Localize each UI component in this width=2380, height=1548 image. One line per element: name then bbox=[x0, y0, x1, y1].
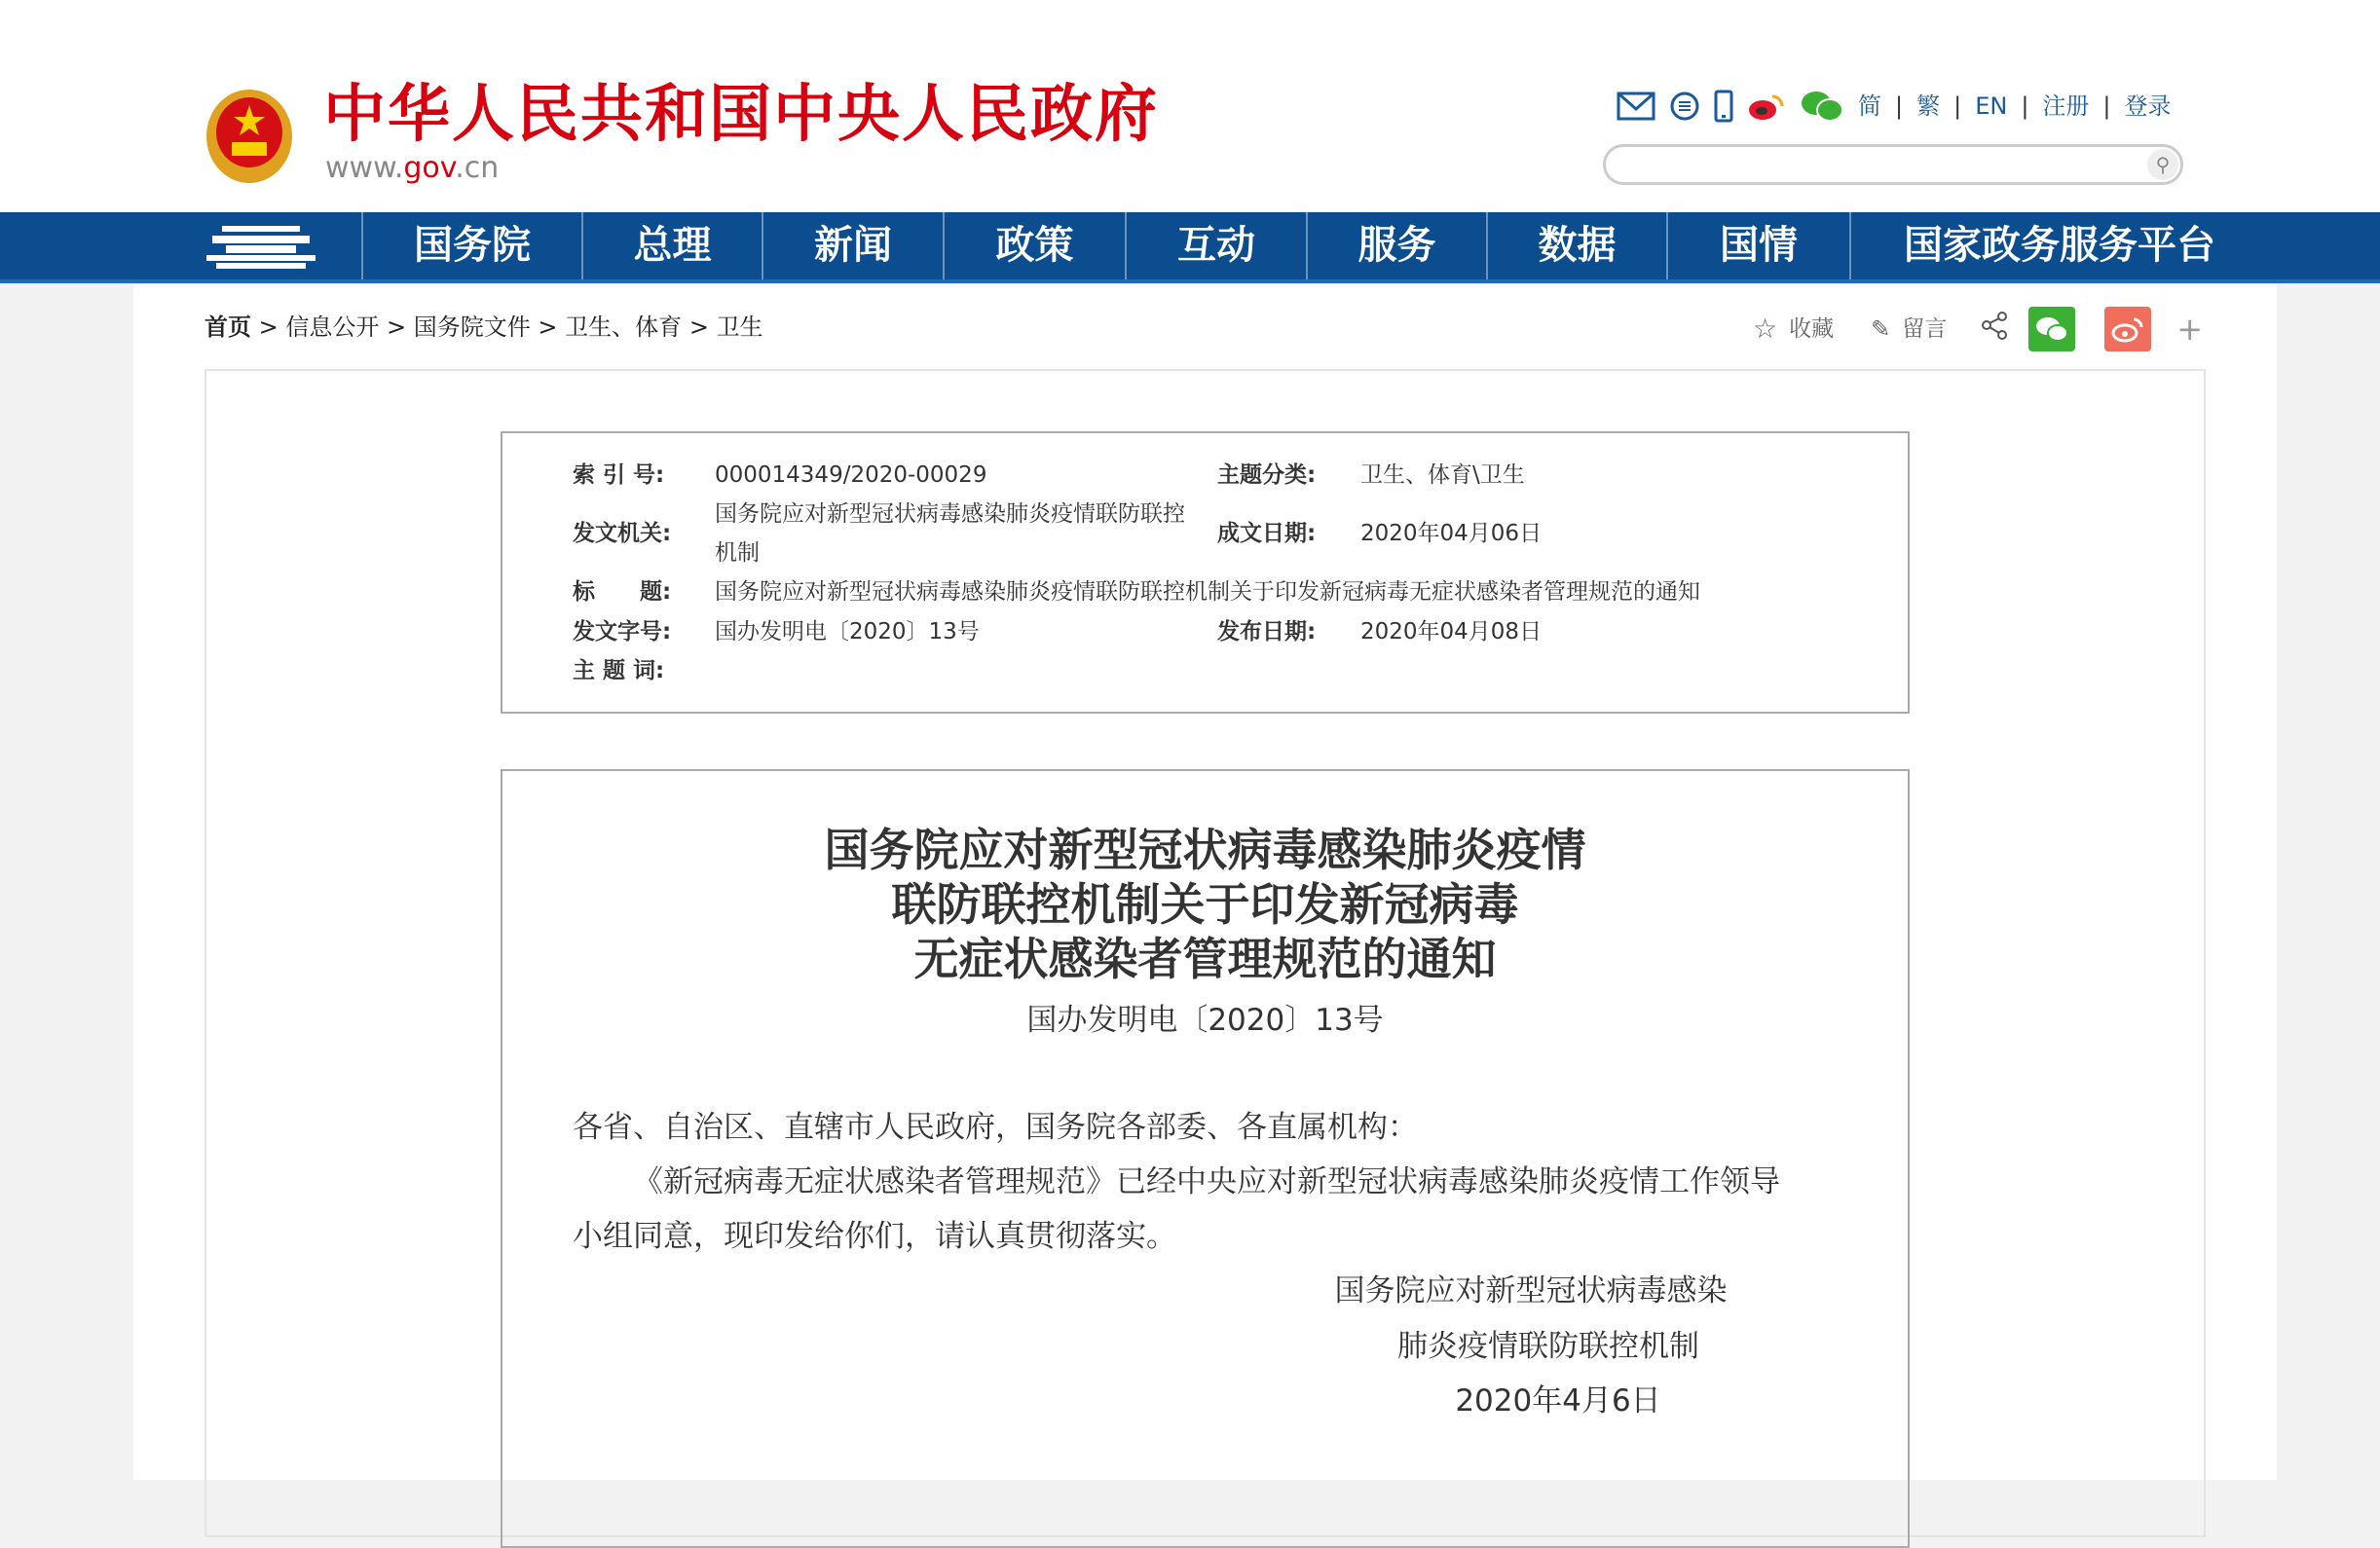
category-label: 主题分类: bbox=[1217, 462, 1317, 488]
site-title[interactable]: 中华人民共和国中央人民政府 bbox=[323, 79, 1159, 151]
star-icon[interactable]: ☆ bbox=[1753, 313, 1778, 345]
title-label: 标 题: bbox=[573, 579, 672, 605]
title-value: 国务院应对新型冠状病毒感染肺炎疫情联防联控机制关于印发新冠病毒无症状感染者管理规范的通知 bbox=[715, 579, 1700, 605]
breadcrumb-sep: > bbox=[538, 313, 558, 341]
doc-number-value: 国办发明电〔2020〕13号 bbox=[715, 619, 980, 645]
nav-item-news[interactable]: 新闻 bbox=[762, 212, 943, 279]
signature-line-2: 肺炎疫情联防联控机制 bbox=[1397, 1329, 1699, 1364]
breadcrumb-sep: > bbox=[258, 313, 279, 341]
issuer-label: 发文机关: bbox=[573, 521, 672, 546]
lang-english-link[interactable]: EN bbox=[1975, 92, 2008, 120]
wechat-icon[interactable] bbox=[1800, 90, 1844, 123]
url-prefix: www. bbox=[325, 151, 404, 185]
breadcrumb-health[interactable]: 卫生 bbox=[716, 313, 763, 341]
doc-number-label: 发文字号: bbox=[573, 619, 672, 645]
lang-traditional-link[interactable]: 繁 bbox=[1916, 92, 1941, 120]
share-toolbar bbox=[1753, 307, 2203, 351]
comment-button[interactable]: 留言 bbox=[1902, 316, 1948, 342]
nav-item-premier[interactable]: 总理 bbox=[581, 212, 762, 279]
register-link[interactable]: 注册 bbox=[2042, 92, 2090, 120]
divider: | bbox=[1895, 92, 1904, 120]
article-salutation: 各省、自治区、直辖市人民政府，国务院各部委、各直属机构： bbox=[573, 1110, 1418, 1145]
created-date-value: 2020年04月06日 bbox=[1360, 521, 1543, 546]
article-body-line-1: 《新冠病毒无症状感染者管理规范》已经中央应对新型冠状病毒感染肺炎疫情工作领导 bbox=[633, 1164, 1780, 1199]
breadcrumb-home[interactable]: 首页 bbox=[205, 313, 251, 341]
breadcrumb-info[interactable]: 信息公开 bbox=[285, 313, 380, 341]
mobile-icon[interactable] bbox=[1714, 90, 1733, 123]
divider: | bbox=[1953, 92, 1962, 120]
index-label: 索 引 号: bbox=[573, 462, 665, 488]
nav-item-services[interactable]: 服务 bbox=[1306, 212, 1486, 279]
divider: | bbox=[2021, 92, 2029, 120]
url-brand: gov bbox=[403, 151, 456, 185]
top-links bbox=[1617, 90, 2172, 123]
main-nav bbox=[0, 212, 2380, 283]
search-icon[interactable]: ⚲ bbox=[2147, 149, 2178, 180]
article-title-line-2: 联防联控机制关于印发新冠病毒 bbox=[891, 878, 1519, 931]
site-url[interactable] bbox=[325, 152, 499, 185]
nav-item-national-info[interactable]: 国情 bbox=[1666, 212, 1849, 279]
favorite-button[interactable]: 收藏 bbox=[1789, 316, 1835, 342]
breadcrumb bbox=[205, 312, 763, 343]
weibo-icon[interactable] bbox=[1747, 91, 1786, 122]
breadcrumb-health-sports[interactable]: 卫生、体育 bbox=[565, 313, 683, 341]
issuer-value-line2: 机制 bbox=[715, 540, 760, 566]
nav-home-icon[interactable] bbox=[200, 212, 322, 279]
document-info-box bbox=[501, 431, 1910, 714]
breadcrumb-sep: > bbox=[688, 313, 709, 341]
nav-item-gov-service-platform[interactable]: 国家政务服务平台 bbox=[1849, 212, 2268, 279]
keywords-label: 主 题 词: bbox=[573, 658, 665, 683]
article-title-line-1: 国务院应对新型冠状病毒感染肺炎疫情 bbox=[824, 824, 1586, 876]
login-link[interactable]: 登录 bbox=[2124, 92, 2172, 120]
search-box bbox=[1603, 144, 2183, 185]
url-suffix: .cn bbox=[455, 151, 500, 185]
nav-item-state-council[interactable]: 国务院 bbox=[361, 212, 581, 279]
mail-icon[interactable] bbox=[1617, 92, 1655, 121]
index-value: 000014349/2020-00029 bbox=[715, 462, 987, 488]
created-date-label: 成文日期: bbox=[1217, 521, 1317, 546]
nav-item-policy[interactable]: 政策 bbox=[943, 212, 1125, 279]
nav-item-data[interactable]: 数据 bbox=[1486, 212, 1666, 279]
category-value: 卫生、体育\卫生 bbox=[1360, 462, 1525, 488]
published-date-value: 2020年04月08日 bbox=[1360, 619, 1543, 645]
message-icon[interactable] bbox=[1669, 91, 1700, 122]
nav-item-interaction[interactable]: 互动 bbox=[1125, 212, 1306, 279]
article-doc-number: 国办发明电〔2020〕13号 bbox=[1026, 1003, 1384, 1038]
signature-date: 2020年4月6日 bbox=[1455, 1383, 1661, 1419]
published-date-label: 发布日期: bbox=[1217, 619, 1317, 645]
article-title-line-3: 无症状感染者管理规范的通知 bbox=[913, 933, 1497, 985]
share-icon[interactable] bbox=[1980, 311, 2009, 349]
pencil-icon[interactable]: ✎ bbox=[1871, 315, 1891, 343]
wechat-share-icon[interactable] bbox=[2028, 307, 2075, 351]
breadcrumb-docs[interactable]: 国务院文件 bbox=[413, 313, 531, 341]
national-emblem-logo[interactable] bbox=[205, 88, 294, 185]
article-body-line-2: 小组同意，现印发给你们，请认真贯彻落实。 bbox=[573, 1219, 1176, 1254]
more-share-button[interactable]: + bbox=[2176, 311, 2204, 348]
signature-line-1: 国务院应对新型冠状病毒感染 bbox=[1334, 1273, 1728, 1308]
divider: | bbox=[2102, 92, 2111, 120]
breadcrumb-sep: > bbox=[387, 313, 407, 341]
lang-simplified-link[interactable]: 简 bbox=[1858, 92, 1881, 120]
weibo-share-icon[interactable] bbox=[2104, 307, 2151, 351]
issuer-value-line1: 国务院应对新型冠状病毒感染肺炎疫情联防联控 bbox=[715, 501, 1185, 527]
search-input[interactable] bbox=[1621, 147, 2128, 182]
